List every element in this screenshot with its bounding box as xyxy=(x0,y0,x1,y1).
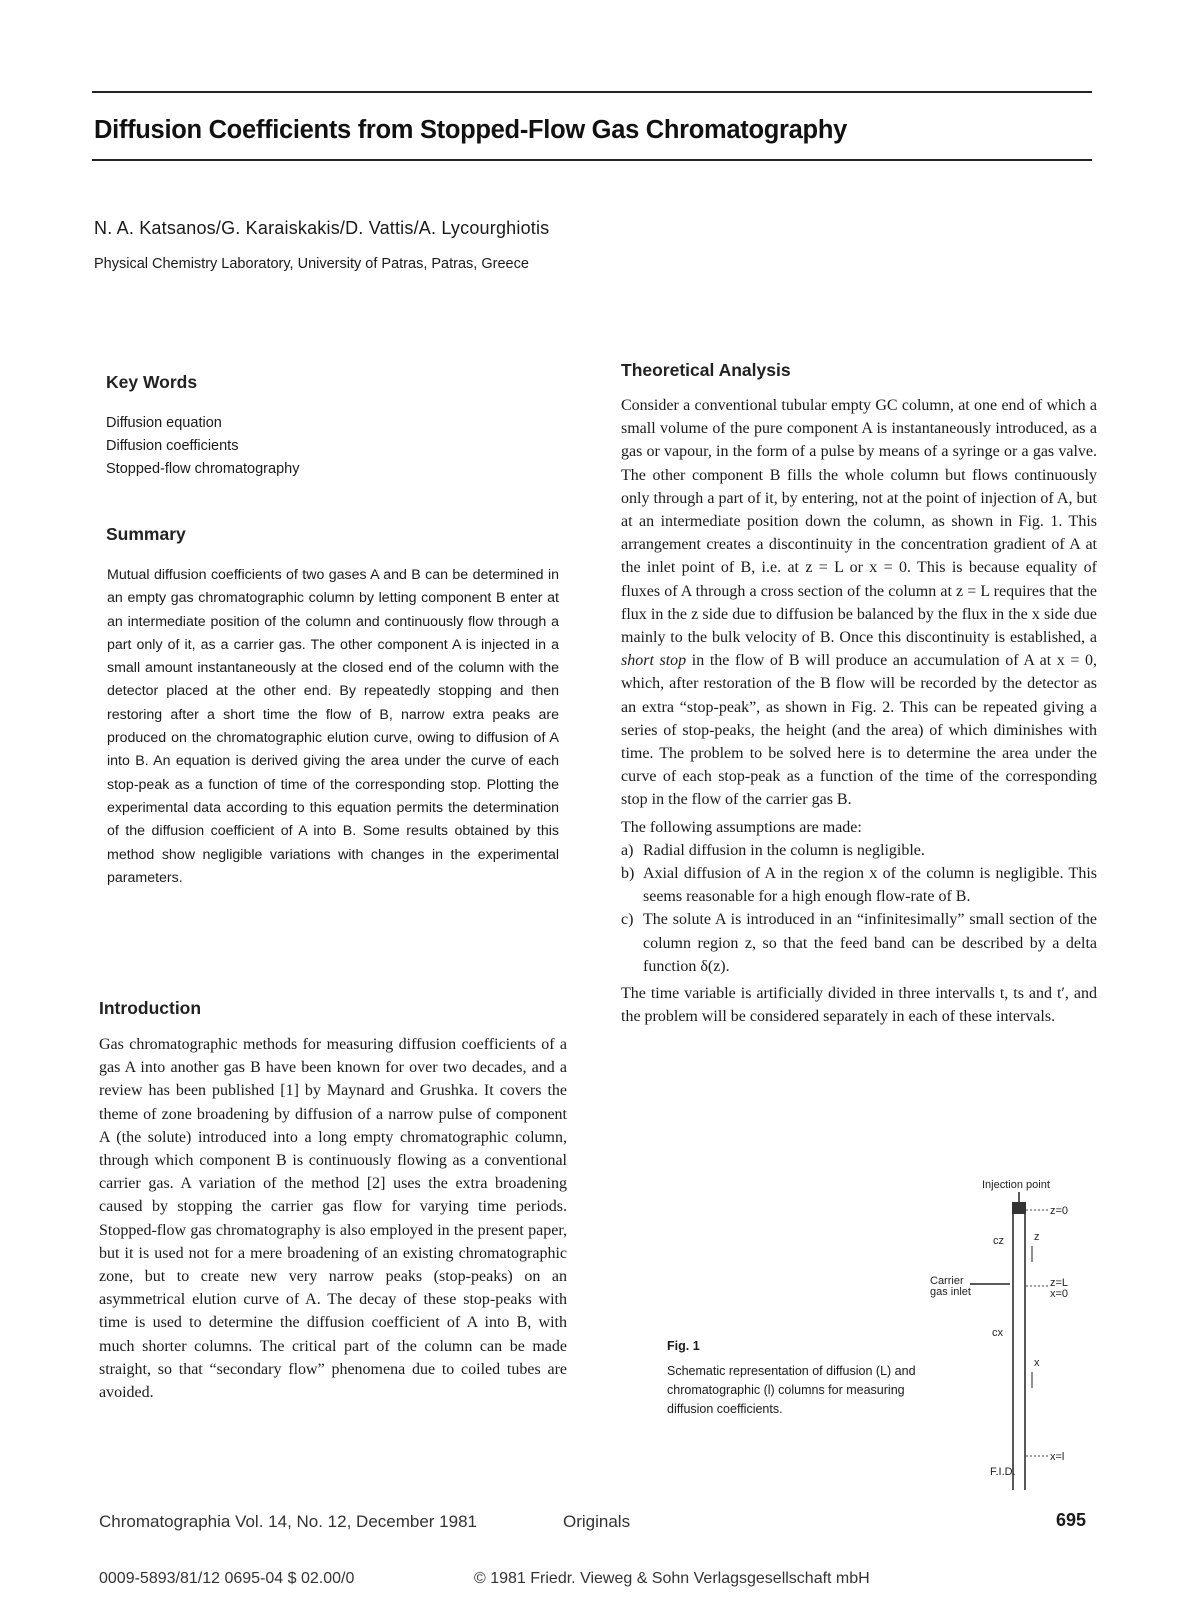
article-title: Diffusion Coefficients from Stopped-Flow Gas Chromatography xyxy=(94,116,847,144)
section-name: Originals xyxy=(563,1512,631,1531)
theory-text-a: Consider a conventional tubular empty GC column, at one end of which a small volume of the pure component A is instantaneously introduced, as a gas or vapour, in the form of a pulse by means of a syringe or a gas valve. The other component B fills the whole column but flows continuously only through a part of it, by entering, not at the point of injection of A, but at an intermediate position down the column, as shown in Fig. 1. This arrangement creates a discontinuity in the concentration gradient of A at the inlet point of B, i.e. at z = L or x = 0. This is because equality of fluxes of A through a cross section of the column at z = L requires that the flux in the z side due to diffusion be balanced by the flux in the x side due mainly to the bulk velocity of B. Once this discontinuity is established, a xyxy=(621,397,1097,647)
carrier-label-1: Carrier xyxy=(930,1275,964,1287)
summary-heading: Summary xyxy=(106,524,186,544)
assumption-text: Axial diffusion of A in the region x of the column is negligible. This seems reasonable for a high enough flow-rate of B. xyxy=(643,865,1097,906)
journal-citation: Chromatographia Vol. 14, No. 12, December 1981 xyxy=(99,1512,478,1531)
assumption-item xyxy=(621,908,1097,978)
column-schematic xyxy=(920,1170,1110,1500)
assumption-item xyxy=(621,839,1097,862)
theory-heading: Theoretical Analysis xyxy=(621,360,791,380)
assumption-item xyxy=(621,862,1097,908)
key-words-list xyxy=(106,412,299,481)
time-interval-paragraph: The time variable is artificially divided in three intervalls t, ts and t′, and the problem will be considered separately in each of these intervals. xyxy=(621,985,1097,1026)
key-word-item: Diffusion coefficients xyxy=(106,438,239,454)
page-number: 695 xyxy=(1056,1510,1087,1530)
assumption-text: The solute A is introduced in an “infinitesimally” small section of the column region z, so that the feed band can be described by a delta function δ(z). xyxy=(643,911,1097,975)
key-word-item: Stopped-flow chromatography xyxy=(106,461,300,477)
assumption-label: b) xyxy=(621,865,635,883)
z0-label: z=0 xyxy=(1050,1205,1069,1217)
introduction-text: Gas chromatographic methods for measuring diffusion coefficients of a gas A into another gas B have been known for over two decades, and a review has been published [1] by Maynard and Grushka. It covers the theme of zone broadening by diffusion of a narrow pulse of component A (the solute) introduced into a long empty chromatographic column, through which component B is continuously flowing as a conventional carrier gas. A variation of the method [2] uses the extra broadening caused by stopping the carrier gas flow for varying time periods. Stopped-flow gas chromatography is also employed in the present paper, but it is used not for a mere broadening of an existing chromatographic zone, but to create new very narrow peaks (stop-peaks) on an asymmetrical elution curve of A. The decay of these stop-peaks with time is used to determine the diffusion coefficient of A into B, with much shorter columns. The critical part of the column can be made straight, so that “secondary flow” phenomena due to coiled tubes are avoided. xyxy=(99,1036,567,1402)
issn-line: 0009-5893/81/12 0695-04 $ 02.00/0 xyxy=(99,1570,355,1587)
assumption-text: Radial diffusion in the column is negligible. xyxy=(643,841,925,859)
assumption-label: c) xyxy=(621,911,634,929)
title-rule xyxy=(92,159,1092,161)
theory-emphasis: short stop xyxy=(621,652,687,670)
theory-body xyxy=(621,394,1097,1028)
carrier-label-2: gas inlet xyxy=(930,1286,971,1298)
injection-block xyxy=(1012,1202,1026,1214)
figure-label: Fig. 1 xyxy=(667,1339,700,1353)
x0-label: x=0 xyxy=(1050,1288,1069,1300)
cz-label: cz xyxy=(993,1235,1004,1247)
figure-caption: Schematic representation of diffusion (L) and chromatographic (l) columns for measuring diffusion coefficients. xyxy=(667,1364,916,1416)
xl-label: x=l xyxy=(1050,1451,1065,1463)
assumption-label: a) xyxy=(621,841,634,859)
zL-label: z=L xyxy=(1050,1277,1069,1289)
z-axis-label: z xyxy=(1034,1231,1040,1243)
cx-label: cx xyxy=(992,1327,1003,1339)
affiliation: Physical Chemistry Laboratory, University of Patras, Patras, Greece xyxy=(94,256,529,272)
copyright-line: © 1981 Friedr. Vieweg & Sohn Verlagsgesellschaft mbH xyxy=(474,1570,870,1587)
theory-text-b: in the flow of B will produce an accumulation of A at x = 0, which, after restoration of the B flow will be recorded by the detector as an extra “stop-peak”, as shown in Fig. 2. This can be repeated giving a series of stop-peaks, the height (and the area) of which diminishes with time. The problem to be solved here is to determine the area under the curve of each stop-peak as a function of the time of the corresponding stop in the flow of the carrier gas B. xyxy=(621,652,1098,809)
fid-label: F.I.D. xyxy=(990,1466,1016,1478)
author-list: N. A. Katsanos/G. Karaiskakis/D. Vattis/A. Lycourghiotis xyxy=(94,218,550,238)
assumptions-intro: The following assumptions are made: xyxy=(621,818,862,836)
key-words-heading: Key Words xyxy=(106,372,198,392)
summary-text: Mutual diffusion coefficients of two gases A and B can be determined in an empty gas chromatographic column by letting component B enter at an intermediate position of the column and continuously flow through a part only of it, as a carrier gas. The other component A is injected in a small amount instantaneously at the closed end of the column with the detector placed at the other end. By repeatedly stopping and then restoring after a short time the flow of B, narrow extra peaks are produced on the chromatographic elution curve, owing to diffusion of A into B. An equation is derived giving the area under the curve of each stop-peak as a function of time of the corresponding stop. Plotting the experimental data according to this equation permits the determination of the diffusion coefficient of A into B. Some results obtained by this method show negligible variations with changes in the experimental parameters. xyxy=(107,567,559,886)
top-rule xyxy=(92,91,1092,93)
theory-paragraph xyxy=(621,394,1097,812)
assumptions-list xyxy=(621,839,1097,978)
x-axis-label: x xyxy=(1034,1357,1040,1369)
key-word-item: Diffusion equation xyxy=(106,415,222,431)
introduction-heading: Introduction xyxy=(99,998,202,1018)
injection-point-label: Injection point xyxy=(982,1179,1050,1191)
